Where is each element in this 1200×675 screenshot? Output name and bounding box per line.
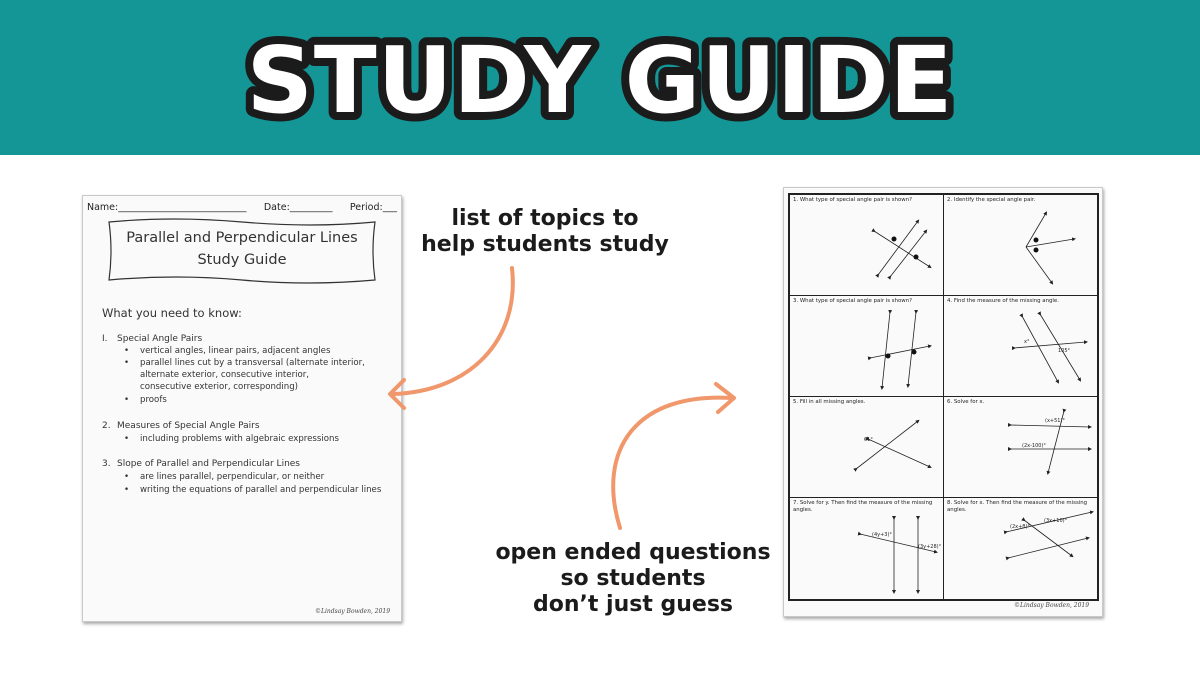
copyright-text: ©Lindsay Bowden, 2019 (1014, 602, 1090, 609)
question-text: 5. Fill in all missing angles. (793, 399, 866, 405)
angle-label: x° (1024, 339, 1030, 345)
worksheet-title: Parallel and Perpendicular Lines (126, 230, 358, 246)
angle-label: 105° (1058, 348, 1071, 354)
question-text: 6. Solve for x. (947, 399, 985, 405)
bullet-text: proofs (140, 395, 167, 405)
bullet: • writing the equations of parallel and perpendicular lines (124, 485, 382, 495)
date-field-label: Date:_________ (263, 202, 333, 213)
angle-label: (2x+8)° (1010, 524, 1030, 530)
bullet-text: alternate exterior, consecutive interior, (140, 370, 310, 380)
section-title: Special Angle Pairs (117, 334, 203, 344)
bullet: • including problems with algebraic expressions (124, 434, 339, 444)
section-title: Measures of Special Angle Pairs (117, 421, 260, 431)
bullet: • vertical angles, linear pairs, adjacent angles (124, 346, 331, 356)
callout-line: so students (560, 566, 706, 591)
copyright-text: ©Lindsay Bowden, 2019 (315, 608, 391, 615)
what-you-need-to-know: What you need to know: (102, 306, 242, 320)
arrow-to-topics (392, 268, 513, 394)
bullet-text: writing the equations of parallel and perpendicular lines (140, 485, 382, 495)
bullet: • parallel lines cut by a transversal (alternate interior, (124, 358, 365, 368)
angle-label: (2x-100)° (1022, 443, 1046, 449)
period-field-label: Period:___ (349, 202, 397, 213)
bullet-text: consecutive exterior, corresponding) (140, 382, 299, 392)
section-number: 2. (102, 421, 111, 431)
question-text: 3. What type of special angle pair is shown? (793, 298, 912, 304)
bullet: • are lines parallel, perpendicular, or neither (124, 472, 325, 482)
angle-label: 61° (864, 437, 873, 443)
bullet-text: are lines parallel, perpendicular, or neither (140, 472, 325, 482)
section-title: Slope of Parallel and Perpendicular Lines (117, 459, 300, 469)
bullet-text: including problems with algebraic expressions (140, 434, 339, 444)
banner-title: STUDY GUIDE (246, 27, 954, 134)
name-field-label: Name:___________________________ (87, 202, 247, 213)
angle-label: (3y+28)° (918, 544, 942, 550)
worksheet-subtitle: Study Guide (197, 252, 287, 268)
question-text: 1. What type of special angle pair is shown? (793, 197, 912, 203)
bullet-text: vertical angles, linear pairs, adjacent angles (140, 346, 331, 356)
arrow-to-questions (613, 398, 732, 528)
callout-line: list of topics to (451, 206, 639, 231)
angle-label: (4y+3)° (872, 532, 892, 538)
callout-line: don’t just guess (532, 592, 734, 617)
section-number: 3. (102, 459, 111, 469)
question-text: 2. Identify the special angle pair. (947, 197, 1036, 203)
question-text: 7. Solve for y. Then find the measure of the missing angles. (793, 500, 933, 513)
question-text: 4. Find the measure of the missing angle. (947, 298, 1059, 304)
section-number: I. (102, 334, 108, 344)
question-text: 8. Solve for x. Then find the measure of the missing angles. (947, 500, 1088, 513)
angle-label: (x+51)° (1045, 418, 1065, 424)
angle-label: (3x+10)° (1044, 518, 1068, 524)
callout-line: help students study (421, 232, 669, 257)
bullet-text: parallel lines cut by a transversal (alternate interior, (140, 358, 365, 368)
callout-line: open ended questions (495, 540, 771, 565)
bullet: • proofs (124, 395, 167, 405)
